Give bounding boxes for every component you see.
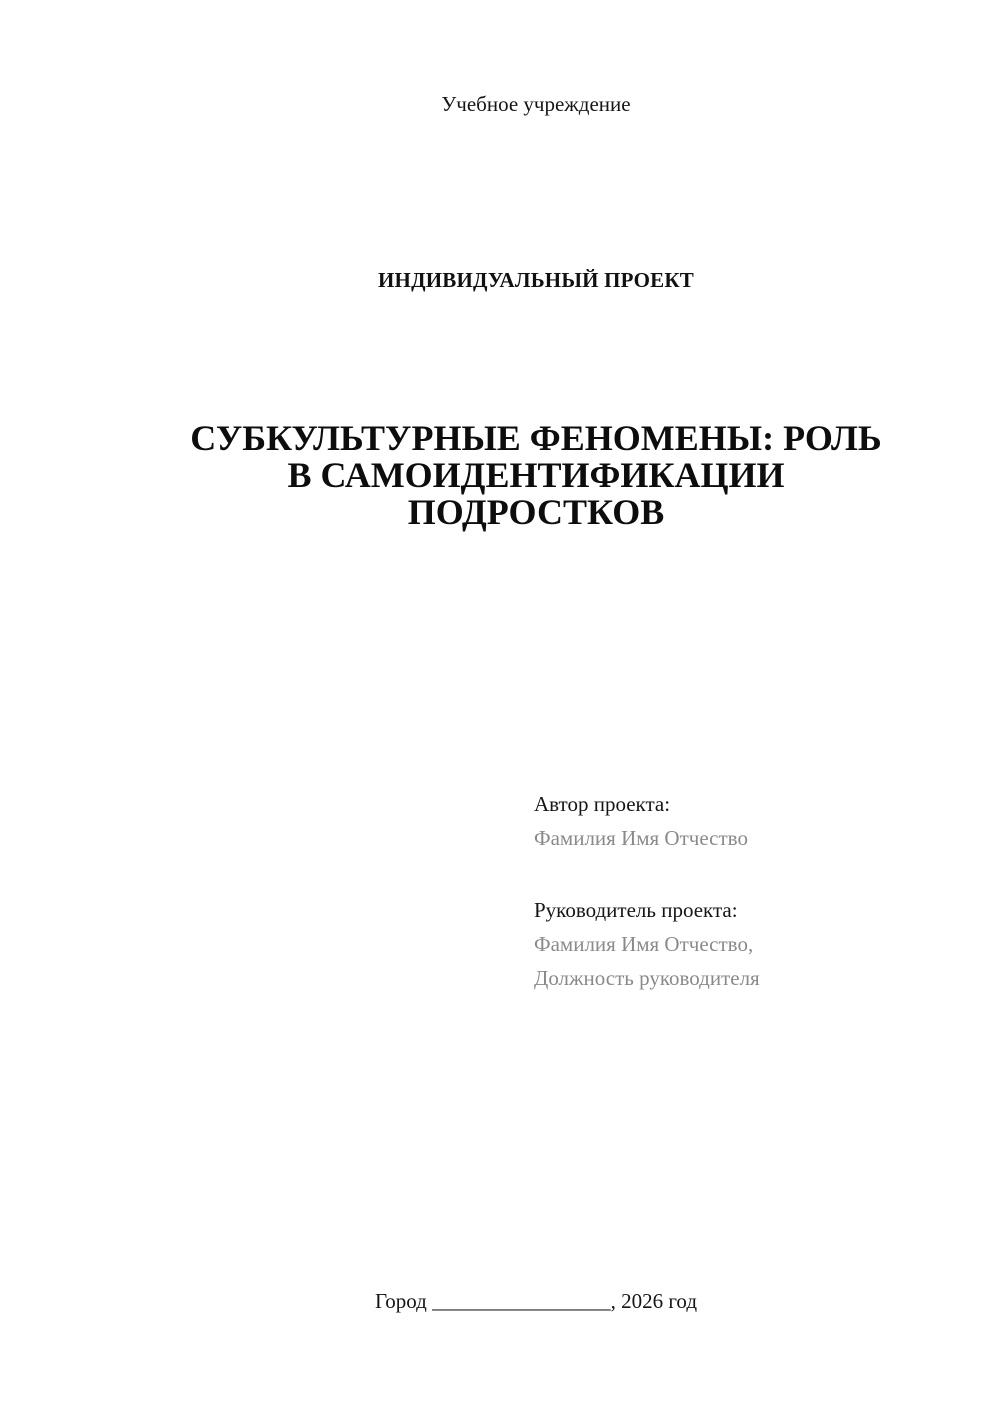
author-name: Фамилия Имя Отчество [534,826,748,850]
title-line-1: СУБКУЛЬТУРНЫЕ ФЕНОМЕНЫ: РОЛЬ [190,418,882,458]
supervisor-position: Должность руководителя [534,966,760,990]
supervisor-block [534,893,974,995]
supervisor-name: Фамилия Имя Отчество, [534,932,754,956]
title-line-2: В САМОИДЕНТИФИКАЦИИ [287,455,785,495]
author-block [534,787,974,855]
document-type: ИНДИВИДУАЛЬНЫЙ ПРОЕКТ [378,268,694,292]
title-line-3: ПОДРОСТКОВ [407,492,665,532]
project-title [140,420,932,531]
institution-name: Учебное учреждение [441,92,631,116]
city-year-line: Город _________________, 2026 год [374,1289,698,1313]
author-label: Автор проекта: [534,792,671,816]
supervisor-label: Руководитель проекта: [534,898,738,922]
